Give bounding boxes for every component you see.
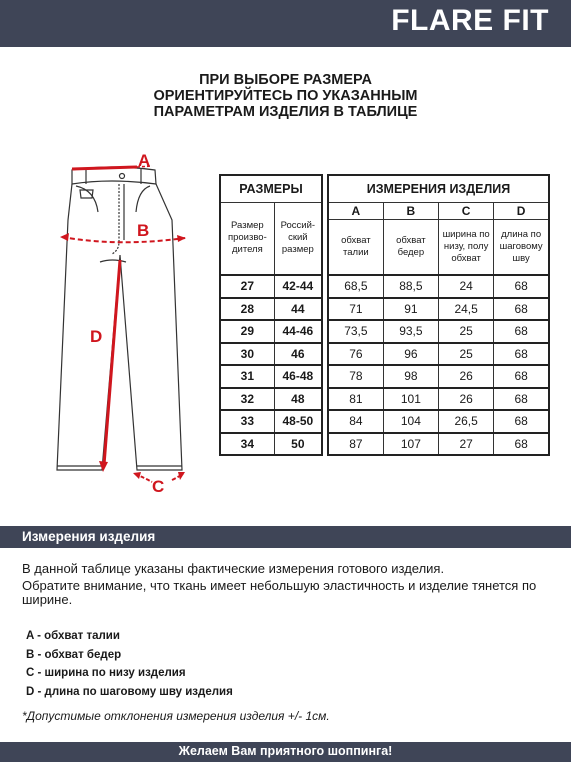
col-letter-d: D [494, 202, 549, 219]
cell-hem-width: 26 [439, 388, 494, 411]
measure-b [60, 221, 186, 242]
russian-size: 46-48 [274, 365, 322, 388]
cell-waist: 73,5 [328, 320, 383, 343]
cell-hips: 88,5 [383, 275, 438, 298]
brand-title: FLARE FIT [391, 4, 549, 37]
label-b: B [137, 221, 150, 240]
russian-size: 44-46 [274, 320, 322, 343]
table-row [328, 388, 549, 411]
description-text: Обратите внимание, что ткань имеет небольшую эластичность и изделие тянется по ширине. [22, 577, 537, 607]
description [22, 562, 552, 608]
description-text: В данной таблице указаны фактические измерения готового изделия. [22, 561, 445, 576]
instruction-line: ПАРАМЕТРАМ ИЗДЕЛИЯ В ТАБЛИЦЕ [153, 104, 418, 120]
instruction-line: ПРИ ВЫБОРЕ РАЗМЕРА [199, 72, 372, 88]
cell-hips: 96 [383, 343, 438, 366]
maker-size: 34 [220, 433, 274, 456]
jeans-outline [57, 167, 182, 470]
cell-inseam: 68 [494, 365, 549, 388]
cell-inseam: 68 [494, 343, 549, 366]
cell-hem-width: 24 [439, 275, 494, 298]
col-letter-b: B [383, 202, 438, 219]
table-row [328, 298, 549, 321]
cell-waist: 87 [328, 433, 383, 456]
measurement-table-title: ИЗМЕРЕНИЯ ИЗДЕЛИЯ [328, 175, 549, 202]
cell-inseam: 68 [494, 410, 549, 433]
russian-size: 50 [274, 433, 322, 456]
measure-d [90, 260, 120, 472]
label-a: A [138, 151, 151, 170]
maker-size: 27 [220, 275, 274, 298]
footer-text: Желаем Вам приятного шоппинга! [178, 744, 393, 758]
cell-waist: 84 [328, 410, 383, 433]
measurement-table [327, 174, 550, 456]
russian-size: 48 [274, 388, 322, 411]
tolerance-note: *Допустимые отклонения измерения изделия +/- 1см. [22, 709, 330, 723]
cell-hips: 104 [383, 410, 438, 433]
measure-c [133, 472, 185, 495]
cell-hem-width: 26,5 [439, 410, 494, 433]
cell-inseam: 68 [494, 433, 549, 456]
col-russian-size: Россий-ский размер [274, 202, 322, 275]
table-row [220, 410, 322, 433]
cell-inseam: 68 [494, 388, 549, 411]
footer-banner [0, 742, 571, 762]
maker-size: 32 [220, 388, 274, 411]
col-letter-c: C [439, 202, 494, 219]
cell-hem-width: 27 [439, 433, 494, 456]
cell-hips: 91 [383, 298, 438, 321]
table-row [328, 275, 549, 298]
table-row [328, 410, 549, 433]
maker-size: 33 [220, 410, 274, 433]
maker-size: 29 [220, 320, 274, 343]
russian-size: 46 [274, 343, 322, 366]
label-d: D [90, 327, 103, 346]
cell-inseam: 68 [494, 298, 549, 321]
cell-hem-width: 25 [439, 320, 494, 343]
table-row [220, 275, 322, 298]
cell-hips: 93,5 [383, 320, 438, 343]
col-waist: обхват талии [328, 219, 383, 275]
cell-waist: 81 [328, 388, 383, 411]
cell-hem-width: 26 [439, 365, 494, 388]
cell-hem-width: 24,5 [439, 298, 494, 321]
maker-size: 30 [220, 343, 274, 366]
legend-item: D - длина по шаговому шву изделия [26, 685, 233, 698]
table-row [220, 343, 322, 366]
table-row [220, 388, 322, 411]
table-row [328, 365, 549, 388]
col-manufacturer-size: Размер произво-дителя [220, 202, 274, 275]
maker-size: 31 [220, 365, 274, 388]
size-table [219, 174, 323, 456]
cell-hem-width: 25 [439, 343, 494, 366]
cell-inseam: 68 [494, 320, 549, 343]
size-instruction [0, 72, 571, 120]
cell-waist: 68,5 [328, 275, 383, 298]
legend-item: B - обхват бедер [26, 648, 122, 661]
measure-a [72, 151, 152, 170]
table-row [220, 365, 322, 388]
cell-waist: 78 [328, 365, 383, 388]
measurement-legend [26, 627, 233, 701]
maker-size: 28 [220, 298, 274, 321]
table-row [220, 433, 322, 456]
top-banner [0, 0, 571, 47]
col-hips: обхват бедер [383, 219, 438, 275]
size-table-title: РАЗМЕРЫ [220, 175, 322, 202]
table-row [328, 343, 549, 366]
col-hem-width: ширина по низу, полу обхват [439, 219, 494, 275]
table-row [220, 320, 322, 343]
table-row [328, 433, 549, 456]
section-header [0, 526, 571, 548]
cell-hips: 101 [383, 388, 438, 411]
cell-hips: 98 [383, 365, 438, 388]
russian-size: 42-44 [274, 275, 322, 298]
section-title: Измерения изделия [22, 529, 156, 544]
table-row [328, 320, 549, 343]
table-row [220, 298, 322, 321]
col-letter-a: A [328, 202, 383, 219]
legend-item: A - обхват талии [26, 630, 120, 642]
cell-inseam: 68 [494, 275, 549, 298]
cell-waist: 76 [328, 343, 383, 366]
cell-hips: 107 [383, 433, 438, 456]
instruction-line: ОРИЕНТИРУЙТЕСЬ ПО УКАЗАННЫМ [153, 88, 418, 104]
russian-size: 44 [274, 298, 322, 321]
jeans-diagram [40, 150, 200, 495]
label-c: C [152, 477, 165, 495]
col-inseam: длина по шаговому шву [494, 219, 549, 275]
russian-size: 48-50 [274, 410, 322, 433]
legend-item: C - ширина по низу изделия [26, 667, 186, 679]
cell-waist: 71 [328, 298, 383, 321]
